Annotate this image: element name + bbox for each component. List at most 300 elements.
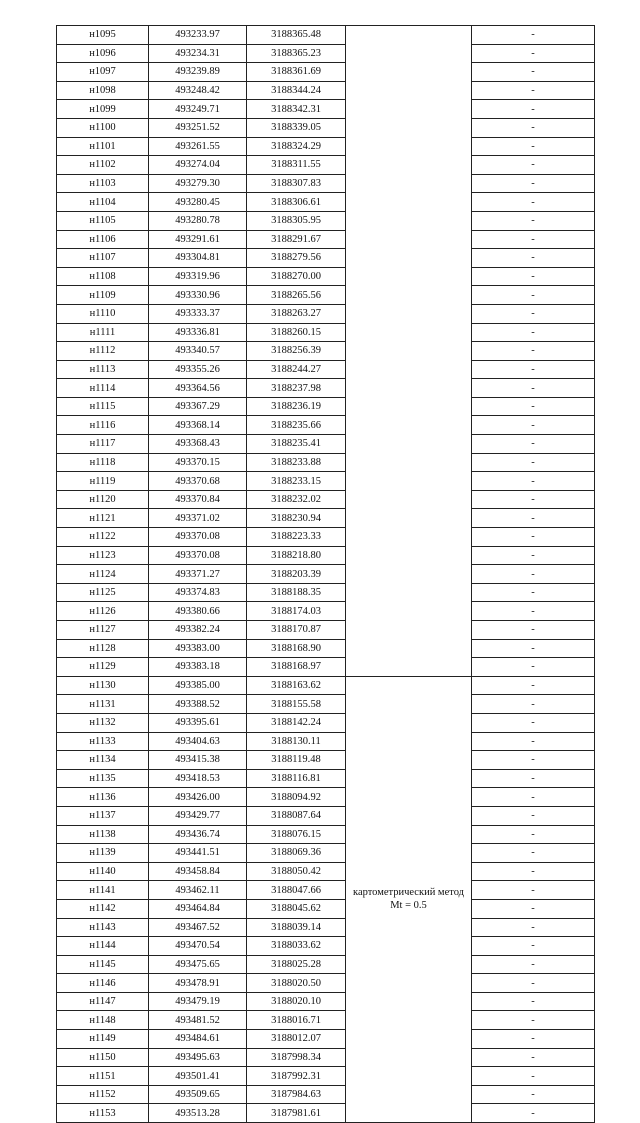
x-coordinate-cell: 493478.91 (149, 974, 247, 993)
x-coordinate-cell: 493385.00 (149, 676, 247, 695)
table-row (57, 174, 595, 193)
y-coordinate-cell: 3188069.36 (247, 844, 346, 863)
table-row (57, 528, 595, 547)
accuracy-dash-cell: - (472, 137, 595, 156)
accuracy-dash-cell: - (472, 435, 595, 454)
y-coordinate-cell: 3188050.42 (247, 862, 346, 881)
empty-cell (346, 565, 472, 584)
y-coordinate-cell: 3188291.67 (247, 230, 346, 249)
table-row (57, 509, 595, 528)
point-id-cell: н1104 (57, 193, 149, 212)
x-coordinate-cell: 493367.29 (149, 397, 247, 416)
empty-cell (346, 546, 472, 565)
point-id-cell: н1103 (57, 174, 149, 193)
table-row (57, 751, 595, 770)
table-row (57, 156, 595, 175)
empty-cell (346, 416, 472, 435)
accuracy-dash-cell: - (472, 1104, 595, 1123)
x-coordinate-cell: 493261.55 (149, 137, 247, 156)
accuracy-dash-cell: - (472, 862, 595, 881)
accuracy-dash-cell: - (472, 658, 595, 677)
y-coordinate-cell: 3188033.62 (247, 937, 346, 956)
x-coordinate-cell: 493368.43 (149, 435, 247, 454)
y-coordinate-cell: 3188263.27 (247, 304, 346, 323)
point-id-cell: н1114 (57, 379, 149, 398)
table-row (57, 899, 595, 918)
accuracy-dash-cell: - (472, 565, 595, 584)
table-row (57, 81, 595, 100)
point-id-cell: н1101 (57, 137, 149, 156)
accuracy-dash-cell: - (472, 825, 595, 844)
table-row (57, 844, 595, 863)
table-row (57, 249, 595, 268)
y-coordinate-cell: 3188174.03 (247, 602, 346, 621)
accuracy-dash-cell: - (472, 323, 595, 342)
point-id-cell: н1153 (57, 1104, 149, 1123)
accuracy-dash-cell: - (472, 546, 595, 565)
x-coordinate-cell: 493436.74 (149, 825, 247, 844)
table-row (57, 788, 595, 807)
x-coordinate-cell: 493481.52 (149, 1011, 247, 1030)
point-id-cell: н1145 (57, 955, 149, 974)
point-id-cell: н1150 (57, 1048, 149, 1067)
accuracy-dash-cell: - (472, 1067, 595, 1086)
empty-cell (346, 304, 472, 323)
empty-cell (346, 528, 472, 547)
table-row (57, 1048, 595, 1067)
point-id-cell: н1140 (57, 862, 149, 881)
x-coordinate-cell: 493371.02 (149, 509, 247, 528)
y-coordinate-cell: 3188311.55 (247, 156, 346, 175)
empty-cell (346, 323, 472, 342)
table-row (57, 1085, 595, 1104)
empty-cell (346, 509, 472, 528)
point-id-cell: н1123 (57, 546, 149, 565)
empty-cell (346, 193, 472, 212)
y-coordinate-cell: 3188168.97 (247, 658, 346, 677)
x-coordinate-cell: 493464.84 (149, 899, 247, 918)
accuracy-dash-cell: - (472, 230, 595, 249)
table-row (57, 881, 595, 900)
accuracy-dash-cell: - (472, 881, 595, 900)
accuracy-dash-cell: - (472, 81, 595, 100)
y-coordinate-cell: 3188016.71 (247, 1011, 346, 1030)
y-coordinate-cell: 3188170.87 (247, 621, 346, 640)
table-row (57, 1011, 595, 1030)
x-coordinate-cell: 493280.45 (149, 193, 247, 212)
accuracy-dash-cell: - (472, 304, 595, 323)
table-row (57, 490, 595, 509)
empty-cell (346, 156, 472, 175)
accuracy-dash-cell: - (472, 899, 595, 918)
empty-cell (346, 26, 472, 45)
table-row (57, 193, 595, 212)
empty-cell (346, 174, 472, 193)
x-coordinate-cell: 493291.61 (149, 230, 247, 249)
table-row (57, 602, 595, 621)
accuracy-dash-cell: - (472, 992, 595, 1011)
table-row (57, 583, 595, 602)
point-id-cell: н1136 (57, 788, 149, 807)
x-coordinate-cell: 493513.28 (149, 1104, 247, 1123)
table-row (57, 937, 595, 956)
x-coordinate-cell: 493304.81 (149, 249, 247, 268)
table-row (57, 992, 595, 1011)
empty-cell (346, 379, 472, 398)
y-coordinate-cell: 3188039.14 (247, 918, 346, 937)
empty-cell (346, 286, 472, 305)
y-coordinate-cell: 3188235.41 (247, 435, 346, 454)
x-coordinate-cell: 493374.83 (149, 583, 247, 602)
point-id-cell: н1119 (57, 472, 149, 491)
point-id-cell: н1106 (57, 230, 149, 249)
accuracy-dash-cell: - (472, 416, 595, 435)
accuracy-dash-cell: - (472, 286, 595, 305)
point-id-cell: н1131 (57, 695, 149, 714)
y-coordinate-cell: 3188265.56 (247, 286, 346, 305)
table-row (57, 323, 595, 342)
accuracy-dash-cell: - (472, 1048, 595, 1067)
y-coordinate-cell: 3188188.35 (247, 583, 346, 602)
point-id-cell: н1120 (57, 490, 149, 509)
y-coordinate-cell: 3188119.48 (247, 751, 346, 770)
empty-cell (346, 360, 472, 379)
accuracy-dash-cell: - (472, 769, 595, 788)
table-row (57, 1067, 595, 1086)
y-coordinate-cell: 3187998.34 (247, 1048, 346, 1067)
y-coordinate-cell: 3188361.69 (247, 63, 346, 82)
table-row (57, 286, 595, 305)
point-id-cell: н1124 (57, 565, 149, 584)
empty-cell (346, 44, 472, 63)
accuracy-dash-cell: - (472, 1011, 595, 1030)
point-id-cell: н1143 (57, 918, 149, 937)
method-note-cell: картометрический метод Mt = 0.5 (346, 676, 472, 1122)
x-coordinate-cell: 493319.96 (149, 267, 247, 286)
x-coordinate-cell: 493233.97 (149, 26, 247, 45)
coordinates-table-container (56, 25, 595, 1123)
coordinates-table (56, 25, 595, 1123)
point-id-cell: н1125 (57, 583, 149, 602)
point-id-cell: н1128 (57, 639, 149, 658)
empty-cell (346, 583, 472, 602)
table-row (57, 342, 595, 361)
accuracy-dash-cell: - (472, 267, 595, 286)
accuracy-dash-cell: - (472, 472, 595, 491)
point-id-cell: н1115 (57, 397, 149, 416)
y-coordinate-cell: 3188232.02 (247, 490, 346, 509)
empty-cell (346, 435, 472, 454)
table-row (57, 825, 595, 844)
accuracy-dash-cell: - (472, 379, 595, 398)
x-coordinate-cell: 493429.77 (149, 806, 247, 825)
point-id-cell: н1117 (57, 435, 149, 454)
y-coordinate-cell: 3188203.39 (247, 565, 346, 584)
table-row (57, 658, 595, 677)
x-coordinate-cell: 493280.78 (149, 211, 247, 230)
point-id-cell: н1107 (57, 249, 149, 268)
table-row (57, 63, 595, 82)
accuracy-dash-cell: - (472, 732, 595, 751)
x-coordinate-cell: 493475.65 (149, 955, 247, 974)
accuracy-dash-cell: - (472, 1030, 595, 1049)
empty-cell (346, 137, 472, 156)
empty-cell (346, 621, 472, 640)
x-coordinate-cell: 493462.11 (149, 881, 247, 900)
accuracy-dash-cell: - (472, 1085, 595, 1104)
point-id-cell: н1108 (57, 267, 149, 286)
point-id-cell: н1132 (57, 713, 149, 732)
x-coordinate-cell: 493388.52 (149, 695, 247, 714)
x-coordinate-cell: 493340.57 (149, 342, 247, 361)
x-coordinate-cell: 493249.71 (149, 100, 247, 119)
empty-cell (346, 602, 472, 621)
y-coordinate-cell: 3188279.56 (247, 249, 346, 268)
point-id-cell: н1109 (57, 286, 149, 305)
point-id-cell: н1141 (57, 881, 149, 900)
x-coordinate-cell: 493479.19 (149, 992, 247, 1011)
accuracy-dash-cell: - (472, 249, 595, 268)
y-coordinate-cell: 3187992.31 (247, 1067, 346, 1086)
x-coordinate-cell: 493441.51 (149, 844, 247, 863)
table-row (57, 44, 595, 63)
y-coordinate-cell: 3188305.95 (247, 211, 346, 230)
table-row (57, 435, 595, 454)
point-id-cell: н1126 (57, 602, 149, 621)
y-coordinate-cell: 3188168.90 (247, 639, 346, 658)
table-row (57, 453, 595, 472)
y-coordinate-cell: 3188076.15 (247, 825, 346, 844)
y-coordinate-cell: 3187984.63 (247, 1085, 346, 1104)
x-coordinate-cell: 493274.04 (149, 156, 247, 175)
y-coordinate-cell: 3187981.61 (247, 1104, 346, 1123)
y-coordinate-cell: 3188116.81 (247, 769, 346, 788)
y-coordinate-cell: 3188020.10 (247, 992, 346, 1011)
x-coordinate-cell: 493364.56 (149, 379, 247, 398)
table-row (57, 974, 595, 993)
accuracy-dash-cell: - (472, 676, 595, 695)
accuracy-dash-cell: - (472, 751, 595, 770)
empty-cell (346, 118, 472, 137)
accuracy-dash-cell: - (472, 509, 595, 528)
point-id-cell: н1112 (57, 342, 149, 361)
y-coordinate-cell: 3188025.28 (247, 955, 346, 974)
y-coordinate-cell: 3188339.05 (247, 118, 346, 137)
table-row (57, 546, 595, 565)
accuracy-dash-cell: - (472, 583, 595, 602)
x-coordinate-cell: 493234.31 (149, 44, 247, 63)
x-coordinate-cell: 493248.42 (149, 81, 247, 100)
accuracy-dash-cell: - (472, 342, 595, 361)
accuracy-dash-cell: - (472, 490, 595, 509)
empty-cell (346, 658, 472, 677)
accuracy-dash-cell: - (472, 955, 595, 974)
point-id-cell: н1121 (57, 509, 149, 528)
point-id-cell: н1097 (57, 63, 149, 82)
y-coordinate-cell: 3188256.39 (247, 342, 346, 361)
accuracy-dash-cell: - (472, 528, 595, 547)
empty-cell (346, 453, 472, 472)
table-row (57, 676, 595, 695)
point-id-cell: н1133 (57, 732, 149, 751)
y-coordinate-cell: 3188365.23 (247, 44, 346, 63)
point-id-cell: н1134 (57, 751, 149, 770)
point-id-cell: н1152 (57, 1085, 149, 1104)
table-row (57, 695, 595, 714)
table-row (57, 267, 595, 286)
accuracy-dash-cell: - (472, 844, 595, 863)
point-id-cell: н1129 (57, 658, 149, 677)
x-coordinate-cell: 493370.15 (149, 453, 247, 472)
table-row (57, 397, 595, 416)
accuracy-dash-cell: - (472, 806, 595, 825)
point-id-cell: н1099 (57, 100, 149, 119)
point-id-cell: н1116 (57, 416, 149, 435)
x-coordinate-cell: 493279.30 (149, 174, 247, 193)
point-id-cell: н1135 (57, 769, 149, 788)
table-row (57, 304, 595, 323)
accuracy-dash-cell: - (472, 193, 595, 212)
accuracy-dash-cell: - (472, 174, 595, 193)
table-row (57, 769, 595, 788)
accuracy-dash-cell: - (472, 453, 595, 472)
point-id-cell: н1111 (57, 323, 149, 342)
point-id-cell: н1139 (57, 844, 149, 863)
y-coordinate-cell: 3188155.58 (247, 695, 346, 714)
accuracy-dash-cell: - (472, 44, 595, 63)
x-coordinate-cell: 493370.84 (149, 490, 247, 509)
y-coordinate-cell: 3188260.15 (247, 323, 346, 342)
x-coordinate-cell: 493484.61 (149, 1030, 247, 1049)
empty-cell (346, 490, 472, 509)
table-row (57, 732, 595, 751)
x-coordinate-cell: 493426.00 (149, 788, 247, 807)
x-coordinate-cell: 493368.14 (149, 416, 247, 435)
table-row (57, 918, 595, 937)
empty-cell (346, 81, 472, 100)
accuracy-dash-cell: - (472, 397, 595, 416)
point-id-cell: н1130 (57, 676, 149, 695)
x-coordinate-cell: 493371.27 (149, 565, 247, 584)
accuracy-dash-cell: - (472, 156, 595, 175)
point-id-cell: н1137 (57, 806, 149, 825)
x-coordinate-cell: 493470.54 (149, 937, 247, 956)
x-coordinate-cell: 493333.37 (149, 304, 247, 323)
empty-cell (346, 472, 472, 491)
x-coordinate-cell: 493404.63 (149, 732, 247, 751)
accuracy-dash-cell: - (472, 118, 595, 137)
accuracy-dash-cell: - (472, 639, 595, 658)
y-coordinate-cell: 3188365.48 (247, 26, 346, 45)
x-coordinate-cell: 493501.41 (149, 1067, 247, 1086)
y-coordinate-cell: 3188012.07 (247, 1030, 346, 1049)
y-coordinate-cell: 3188223.33 (247, 528, 346, 547)
x-coordinate-cell: 493336.81 (149, 323, 247, 342)
accuracy-dash-cell: - (472, 788, 595, 807)
empty-cell (346, 100, 472, 119)
point-id-cell: н1098 (57, 81, 149, 100)
point-id-cell: н1096 (57, 44, 149, 63)
accuracy-dash-cell: - (472, 100, 595, 119)
point-id-cell: н1110 (57, 304, 149, 323)
x-coordinate-cell: 493458.84 (149, 862, 247, 881)
table-row (57, 806, 595, 825)
y-coordinate-cell: 3188236.19 (247, 397, 346, 416)
accuracy-dash-cell: - (472, 602, 595, 621)
y-coordinate-cell: 3188307.83 (247, 174, 346, 193)
y-coordinate-cell: 3188342.31 (247, 100, 346, 119)
accuracy-dash-cell: - (472, 211, 595, 230)
x-coordinate-cell: 493330.96 (149, 286, 247, 305)
y-coordinate-cell: 3188244.27 (247, 360, 346, 379)
table-row (57, 713, 595, 732)
x-coordinate-cell: 493251.52 (149, 118, 247, 137)
y-coordinate-cell: 3188237.98 (247, 379, 346, 398)
y-coordinate-cell: 3188087.64 (247, 806, 346, 825)
table-row (57, 360, 595, 379)
point-id-cell: н1142 (57, 899, 149, 918)
table-row (57, 862, 595, 881)
empty-cell (346, 342, 472, 361)
point-id-cell: н1113 (57, 360, 149, 379)
y-coordinate-cell: 3188142.24 (247, 713, 346, 732)
point-id-cell: н1118 (57, 453, 149, 472)
y-coordinate-cell: 3188094.92 (247, 788, 346, 807)
point-id-cell: н1122 (57, 528, 149, 547)
table-row (57, 1030, 595, 1049)
empty-cell (346, 397, 472, 416)
table-row (57, 230, 595, 249)
y-coordinate-cell: 3188230.94 (247, 509, 346, 528)
table-row (57, 26, 595, 45)
point-id-cell: н1102 (57, 156, 149, 175)
table-row (57, 118, 595, 137)
point-id-cell: н1144 (57, 937, 149, 956)
empty-cell (346, 267, 472, 286)
y-coordinate-cell: 3188324.29 (247, 137, 346, 156)
table-row (57, 1104, 595, 1123)
x-coordinate-cell: 493509.65 (149, 1085, 247, 1104)
x-coordinate-cell: 493355.26 (149, 360, 247, 379)
point-id-cell: н1105 (57, 211, 149, 230)
point-id-cell: н1146 (57, 974, 149, 993)
y-coordinate-cell: 3188045.62 (247, 899, 346, 918)
point-id-cell: н1148 (57, 1011, 149, 1030)
table-row (57, 379, 595, 398)
table-row (57, 211, 595, 230)
table-row (57, 955, 595, 974)
x-coordinate-cell: 493467.52 (149, 918, 247, 937)
y-coordinate-cell: 3188047.66 (247, 881, 346, 900)
x-coordinate-cell: 493418.53 (149, 769, 247, 788)
table-row (57, 472, 595, 491)
table-row (57, 565, 595, 584)
table-row (57, 137, 595, 156)
accuracy-dash-cell: - (472, 695, 595, 714)
accuracy-dash-cell: - (472, 26, 595, 45)
table-row (57, 639, 595, 658)
point-id-cell: н1151 (57, 1067, 149, 1086)
x-coordinate-cell: 493370.68 (149, 472, 247, 491)
empty-cell (346, 249, 472, 268)
x-coordinate-cell: 493383.18 (149, 658, 247, 677)
point-id-cell: н1147 (57, 992, 149, 1011)
accuracy-dash-cell: - (472, 360, 595, 379)
coordinates-table-body (57, 26, 595, 1123)
point-id-cell: н1149 (57, 1030, 149, 1049)
y-coordinate-cell: 3188233.15 (247, 472, 346, 491)
y-coordinate-cell: 3188306.61 (247, 193, 346, 212)
